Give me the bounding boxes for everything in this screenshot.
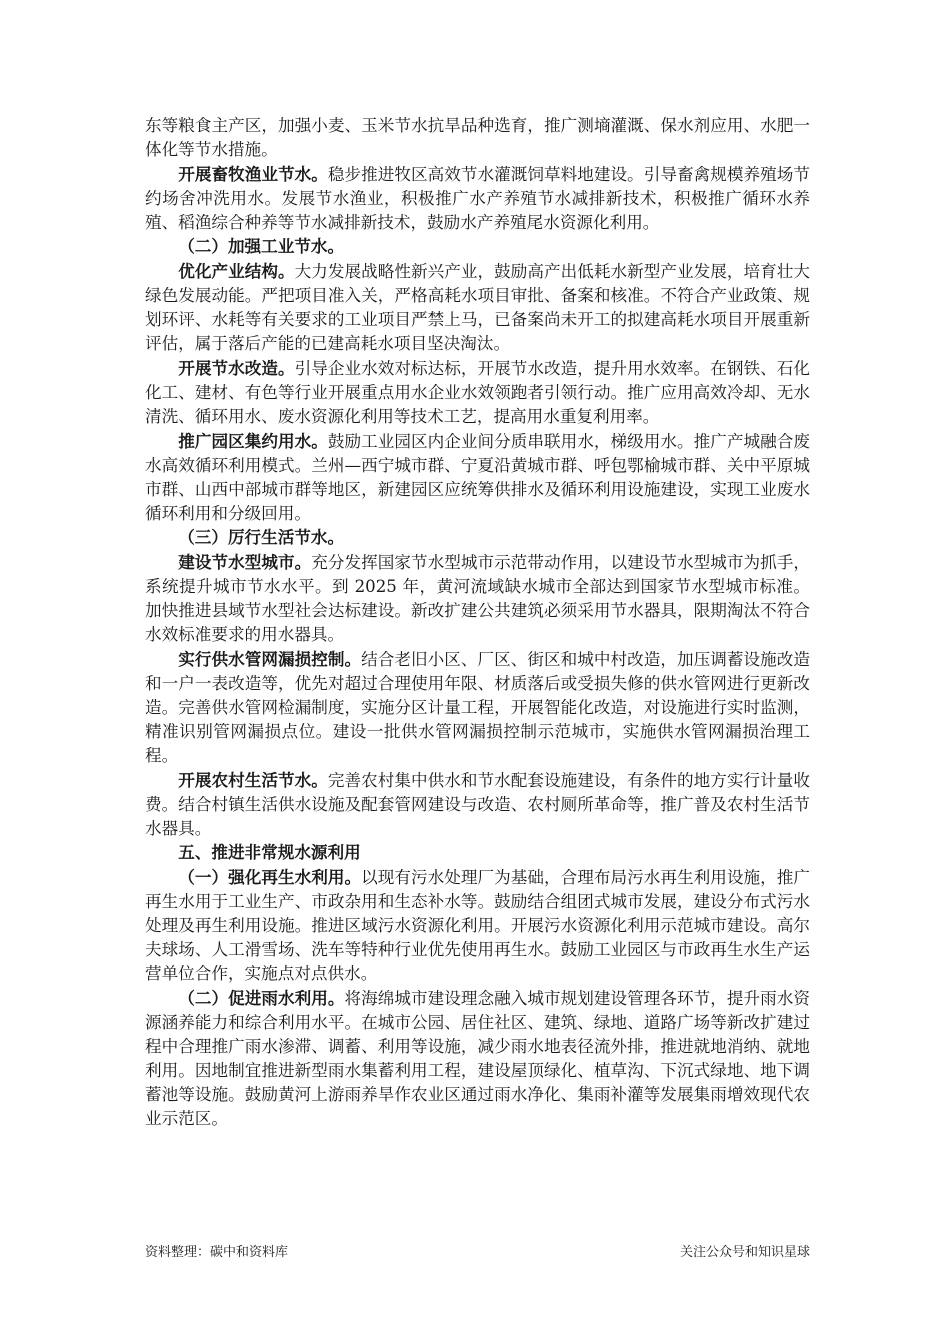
paragraph-lead: 开展畜牧渔业节水。 — [178, 164, 328, 184]
paragraph-text: 将海绵城市建设理念融入城市规划建设管理各环节，提升雨水资源涵养能力和综合利用水平。在城市公园、居住社区、建筑、绿地、道路广场等新改扩建过程中合理推广雨水渗滞、调蓄、利用等设施，减少雨水地表径流外排，推进就地消纳、就地利用。因地制宜推进新型雨水集蓄利用工程，建设屋顶绿化、植草沟、下沉式绿地、地下调蓄池等设施。鼓励黄河上游雨养旱作农业区通过雨水净化、集雨补灌等发展集雨增效现代农业示范区。 — [145, 989, 811, 1128]
paragraph — [145, 429, 810, 526]
section-heading: 五、推进非常规水源利用 — [178, 843, 361, 862]
footer-follow-note: 关注公众号和知识星球 — [679, 1245, 810, 1260]
paragraph — [145, 259, 810, 356]
paragraph-lead: 实行供水管网漏损控制。 — [178, 649, 362, 669]
section-heading: （三）厉行生活节水。 — [178, 528, 345, 547]
paragraph — [145, 986, 810, 1131]
paragraph — [145, 865, 810, 986]
document-body — [145, 114, 810, 1131]
paragraph — [145, 114, 810, 162]
paragraph-text: 完善农村集中供水和节水配套设施建设，有条件的地方实行计量收费。结合村镇生活供水设施及配套管网建设与改造、农村厕所革命等，推广普及农村生活节水器具。 — [145, 771, 811, 838]
paragraph — [145, 550, 810, 647]
paragraph-text: 以现有污水处理厂为基础，合理布局污水再生利用设施，推广再生水用于工业生产、市政杂用和生态补水等。鼓励结合组团式城市发展，建设分布式污水处理及再生利用设施。推进区域污水资源化利用。开展污水资源化利用示范城市建设。高尔夫球场、人工滑雪场、洗车等特种行业优先使用再生水。鼓励工业园区与市政再生水生产运营单位合作，实施点对点供水。 — [145, 868, 811, 983]
paragraph-text: 结合老旧小区、厂区、街区和城中村改造，加压调蓄设施改造和一户一表改造等，优先对超过合理使用年限、材质落后或受损失修的供水管网进行更新改造。完善供水管网检漏制度，实施分区计量工程，开展智能化改造，对设施进行实时监测，精准识别管网漏损点位。建设一批供水管网漏损控制示范城市，实施供水管网漏损治理工程。 — [145, 650, 811, 765]
paragraph-text: 充分发挥国家节水型城市示范带动作用，以建设节水型城市为抓手，系统提升城市节水水平。到 2025 年，黄河流域缺水城市全部达到国家节水型城市标准。加快推进县域节水型社会达标建设。新改扩建公共建筑必须采用节水器具，限期淘汰不符合水效标准要求的用水器具。 — [145, 553, 811, 644]
paragraph-lead: 建设节水型城市。 — [178, 552, 312, 572]
paragraph-lead: （二）促进雨水利用。 — [178, 988, 345, 1008]
paragraph — [145, 356, 810, 429]
paragraph-lead: 优化产业结构。 — [178, 261, 295, 281]
paragraph-lead: 开展节水改造。 — [178, 358, 295, 378]
paragraph-lead: 开展农村生活节水。 — [178, 770, 328, 790]
paragraph-text: 引导企业水效对标达标，开展节水改造，提升用水效率。在钢铁、石化化工、建材、有色等行业开展重点用水企业水效领跑者引领行动。推广应用高效冷却、无水清洗、循环用水、废水资源化利用等技术工艺，提高用水重复利用率。 — [145, 359, 811, 426]
paragraph-text: 东等粮食主产区，加强小麦、玉米节水抗旱品种选育，推广测墒灌溉、保水剂应用、水肥一体化等节水措施。 — [145, 116, 810, 159]
paragraph — [145, 768, 810, 841]
section-heading: （二）加强工业节水。 — [178, 237, 345, 256]
paragraph-text: 稳步推进牧区高效节水灌溉饲草料地建设。引导畜禽规模养殖场节约场舍冲洗用水。发展节水渔业，积极推广水产养殖节水减排新技术，积极推广循环水养殖、稻渔综合种养等节水减排新技术，鼓励水产养殖尾水资源化利用。 — [145, 165, 811, 232]
footer-source: 资料整理：碳中和资料库 — [145, 1245, 289, 1260]
paragraph-text: 大力发展战略性新兴产业，鼓励高产出低耗水新型产业发展，培育壮大绿色发展动能。严把项目准入关，严格高耗水项目审批、备案和核准。不符合产业政策、规划环评、水耗等有关要求的工业项目严禁上马，已备案尚未开工的拟建高耗水项目开展重新评估，属于落后产能的已建高耗水项目坚决淘汰。 — [145, 262, 811, 353]
paragraph-lead: （一）强化再生水利用。 — [178, 867, 362, 887]
paragraph — [145, 162, 810, 235]
paragraph-text: 鼓励工业园区内企业间分质串联用水，梯级用水。推广产城融合废水高效循环利用模式。兰州—西宁城市群、宁夏沿黄城市群、呼包鄂榆城市群、关中平原城市群、山西中部城市群等地区，新建园区应统筹供排水及循环利用设施建设，实现工业废水循环利用和分级回用。 — [145, 432, 811, 523]
paragraph-lead: 推广园区集约用水。 — [178, 431, 328, 451]
paragraph — [145, 647, 810, 768]
